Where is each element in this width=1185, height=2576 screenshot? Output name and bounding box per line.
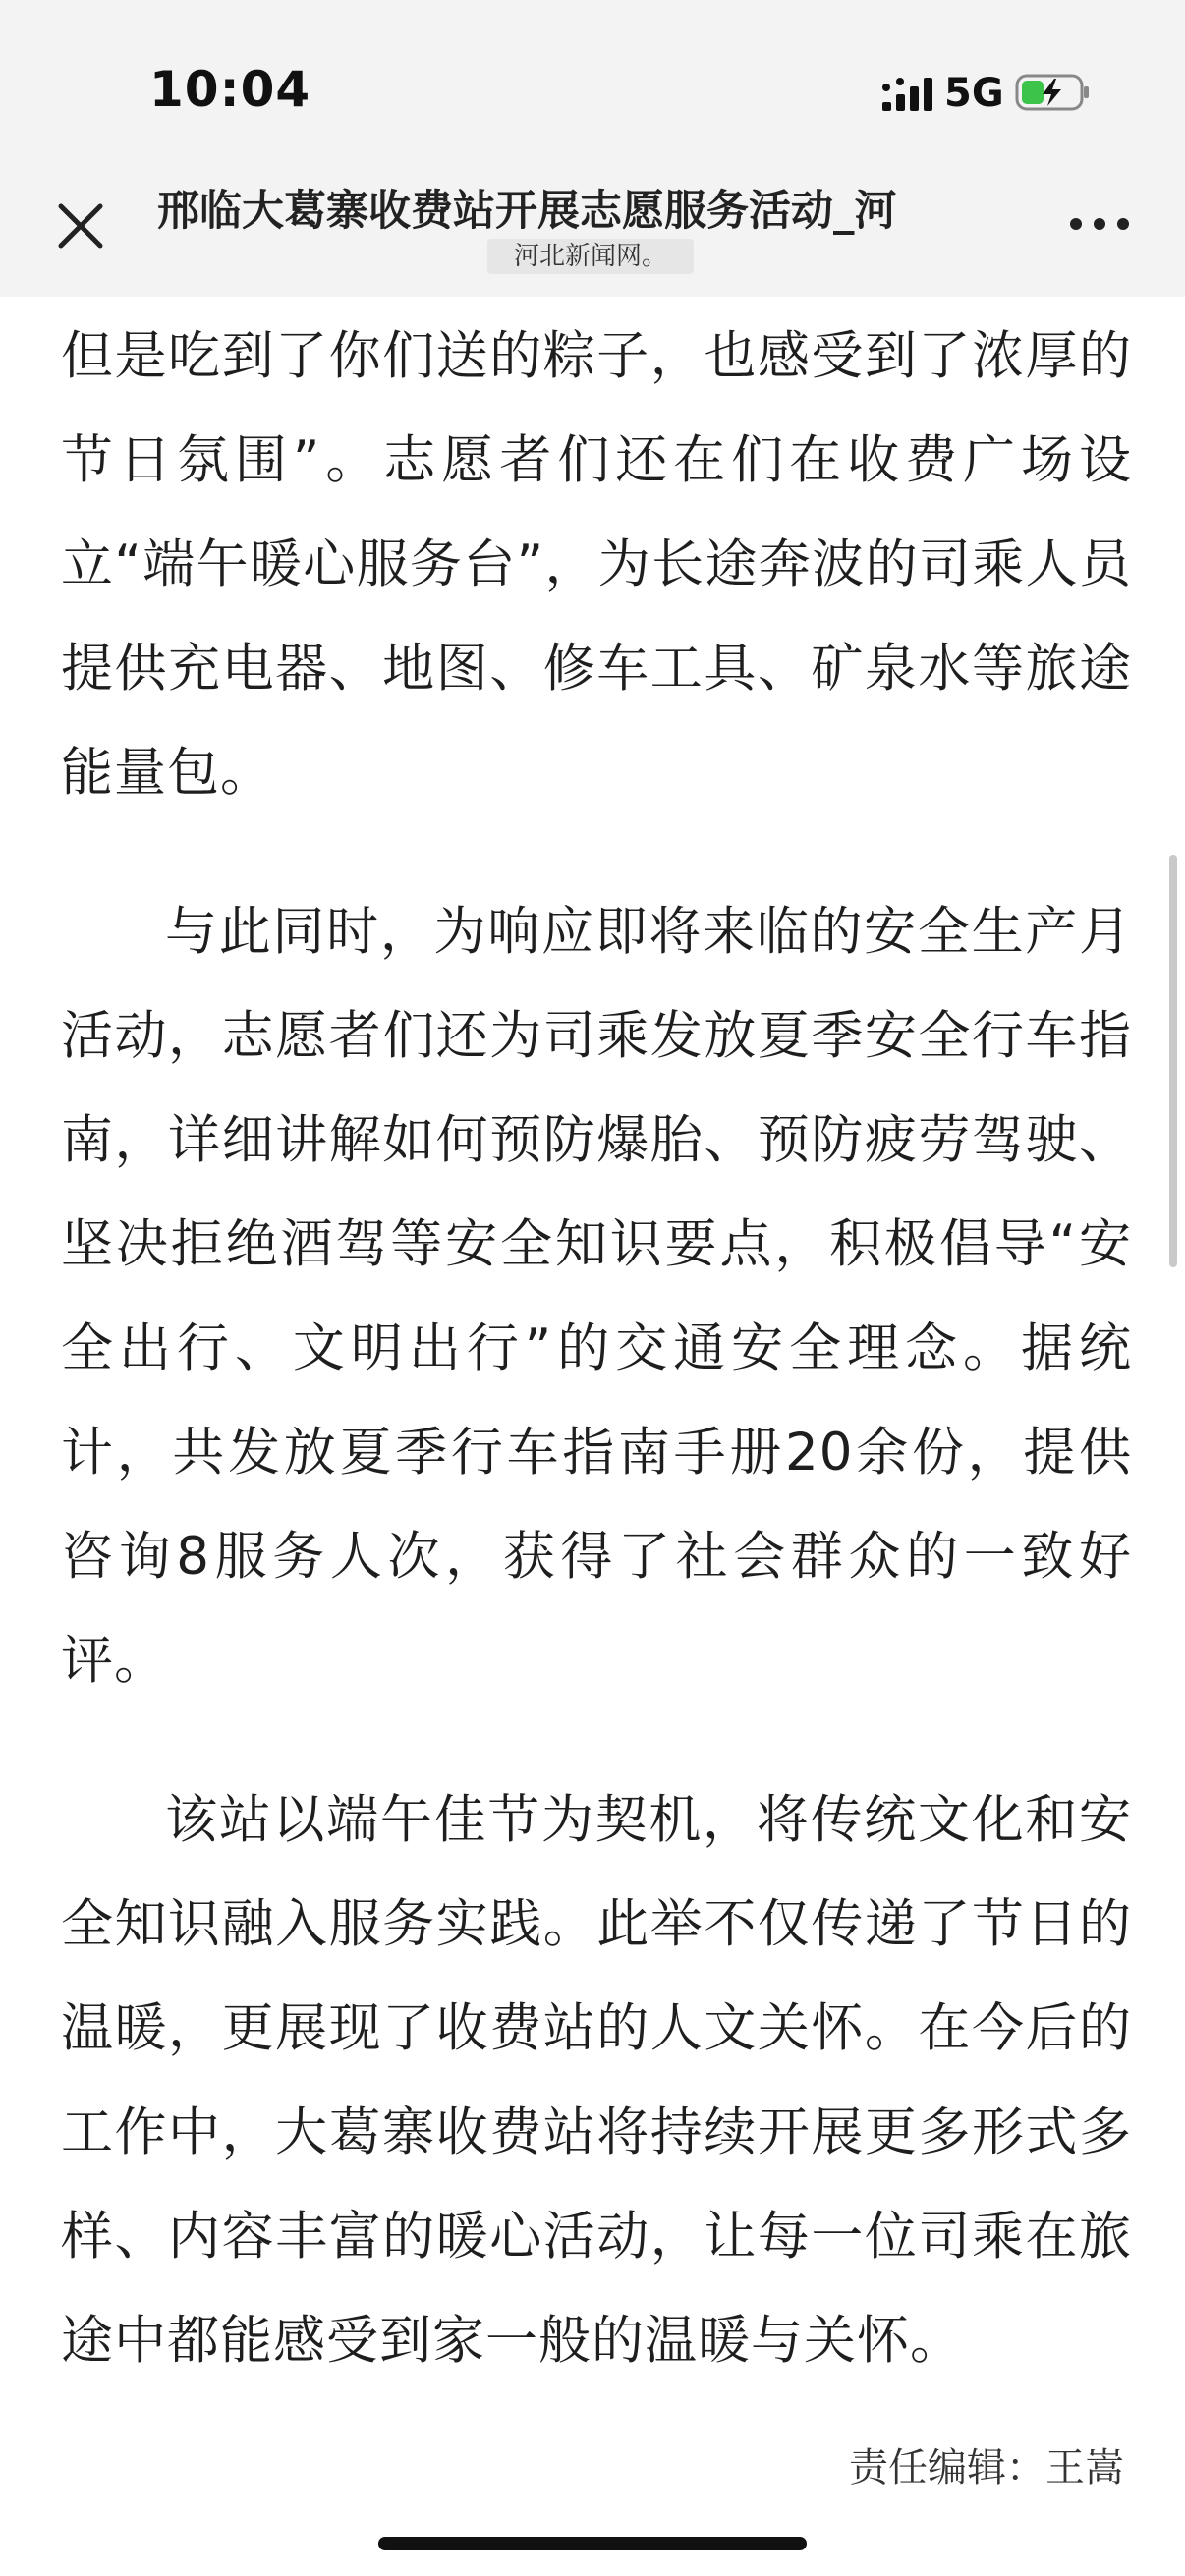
battery-charging-icon xyxy=(1015,73,1092,112)
editor-credit: 责任编辑：王嵩 xyxy=(849,2445,1124,2491)
article-body xyxy=(61,295,1132,2448)
close-icon xyxy=(55,200,106,252)
article-paragraph: 但是吃到了你们送的粽子，也感受到了浓厚的节日氛围”。志愿者们还在们在收费广场设立“端午暖心服务台”，为长途奔波的司乘人员提供充电器、地图、修车工具、矿泉水等旅途能量包。 xyxy=(61,326,1132,803)
status-time: 10:04 xyxy=(149,61,311,118)
network-label: 5G xyxy=(944,71,1004,116)
signal-icon xyxy=(880,77,939,112)
page-source: 河北新闻网。 xyxy=(487,239,694,274)
page-title: 邢临大葛寨收费站开展志愿服务活动_河 xyxy=(157,187,897,236)
title-area xyxy=(157,182,1012,271)
more-button[interactable] xyxy=(1065,195,1134,253)
more-icon xyxy=(1068,216,1131,232)
top-bar xyxy=(0,0,1185,297)
close-button[interactable] xyxy=(51,196,110,255)
article-paragraph: 该站以端午佳节为契机，将传统文化和安全知识融入服务实践。此举不仅传递了节日的温暖，更展现了收费站的人文关怀。在今后的工作中，大葛寨收费站将持续开展更多形式多样、内容丰富的暖心活动，让每一位司乘在旅途中都能感受到家一般的温暖与关怀。 xyxy=(61,1790,1132,2371)
article-paragraph: 与此同时，为响应即将来临的安全生产月活动，志愿者们还为司乘发放夏季安全行车指南，详细讲解如何预防爆胎、预防疲劳驾驶、坚决拒绝酒驾等安全知识要点，积极倡导“安全出行、文明出行”的交通安全理念。据统计，共发放夏季行车指南手册20余份，提供咨询8服务人次，获得了社会群众的一致好评。 xyxy=(61,902,1132,1691)
home-indicator[interactable] xyxy=(378,2537,807,2550)
scrollbar[interactable] xyxy=(1169,855,1177,1267)
